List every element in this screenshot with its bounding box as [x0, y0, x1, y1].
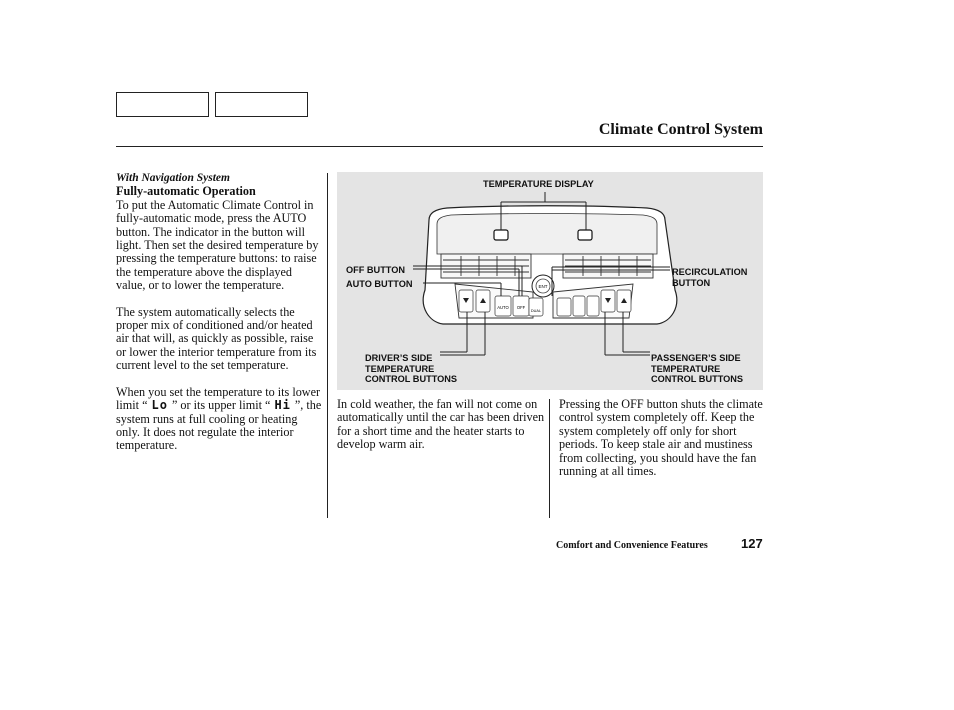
subhead-with-navigation: With Navigation System	[116, 172, 230, 184]
label-drivers-side	[365, 353, 457, 385]
paragraph-system-selects: The system automatically selects the proper mix of conditioned and/or heated air that will, as quickly as possible, raise or lower the interior temperature from its current level to the set temperature.	[116, 304, 317, 373]
limits-text-2: ” or its upper limit “	[171, 398, 271, 413]
lo-symbol: Lo	[151, 398, 168, 413]
paragraph-cold-weather: In cold weather, the fan will not come on automatically until the car has been driven for a short time and the heater starts to develop warm air.	[337, 397, 545, 452]
label-recirculation-button	[672, 267, 747, 288]
page-number: 127	[741, 536, 763, 551]
label-passengers-line3: CONTROL BUTTONS	[651, 374, 744, 384]
label-passengers-line2: TEMPERATURE	[651, 363, 721, 374]
hi-symbol: Hi	[274, 398, 291, 413]
label-recirculation-line1: RECIRCULATION	[672, 267, 748, 277]
subhead-fully-automatic: Fully-automatic Operation	[116, 184, 256, 199]
limits-text-3: ”, the system runs at full cooling or heating only. It does not regulate the interior temperature.	[116, 398, 322, 453]
column-middle	[337, 398, 547, 452]
fan-button	[557, 298, 571, 316]
column-divider-right	[549, 399, 550, 518]
header-tab-box-right	[215, 92, 308, 117]
panel-dual-text: DUAL	[530, 309, 542, 313]
label-passengers-side	[651, 353, 743, 385]
label-off-button: OFF BUTTON	[346, 265, 406, 275]
climate-control-figure	[337, 172, 763, 390]
fresh-air-button	[587, 296, 599, 316]
display-window-right	[578, 230, 592, 240]
page-title: Climate Control System	[598, 121, 763, 138]
label-drivers-line2: TEMPERATURE	[365, 363, 435, 374]
label-drivers-line1: DRIVER’S SIDE	[365, 353, 433, 363]
footer-section-name: Comfort and Convenience Features	[556, 540, 708, 551]
paragraph-temperature-limits	[116, 386, 324, 453]
label-recirculation-line2: BUTTON	[672, 277, 711, 288]
display-area	[437, 214, 657, 255]
label-passengers-line1: PASSENGER’S SIDE	[651, 353, 741, 363]
label-temperature-display: TEMPERATURE DISPLAY	[483, 179, 594, 189]
panel-off-text: OFF	[516, 305, 526, 310]
display-window-left	[494, 230, 508, 240]
limits-text-1: When you set the temperature to its lower limit “	[116, 384, 321, 413]
panel-auto-text: AUTO	[497, 305, 509, 310]
title-rule	[116, 146, 763, 147]
paragraph-auto-mode: To put the Automatic Climate Control in fully-automatic mode, press the AUTO button. The indicator in the button will light. Then set the desired temperature by pressing the temperature buttons: to raise the temperature above the displayed value, or to lower the temperature.	[116, 197, 319, 293]
label-drivers-line3: CONTROL BUTTONS	[365, 374, 458, 384]
column-divider-left	[327, 173, 328, 518]
column-left	[116, 172, 324, 453]
paragraph-off-button: Pressing the OFF button shuts the climate control system completely off. Keep the system completely off only for short periods. To keep stale air and mustiness from collecting, you should have the fan running at all times.	[559, 397, 763, 479]
knob-ent-text: ENT	[538, 284, 548, 289]
label-auto-button: AUTO BUTTON	[346, 279, 413, 289]
recirculation-button	[573, 296, 585, 316]
column-right	[559, 398, 763, 478]
dual-button	[529, 298, 543, 316]
header-tab-box-left	[116, 92, 209, 117]
